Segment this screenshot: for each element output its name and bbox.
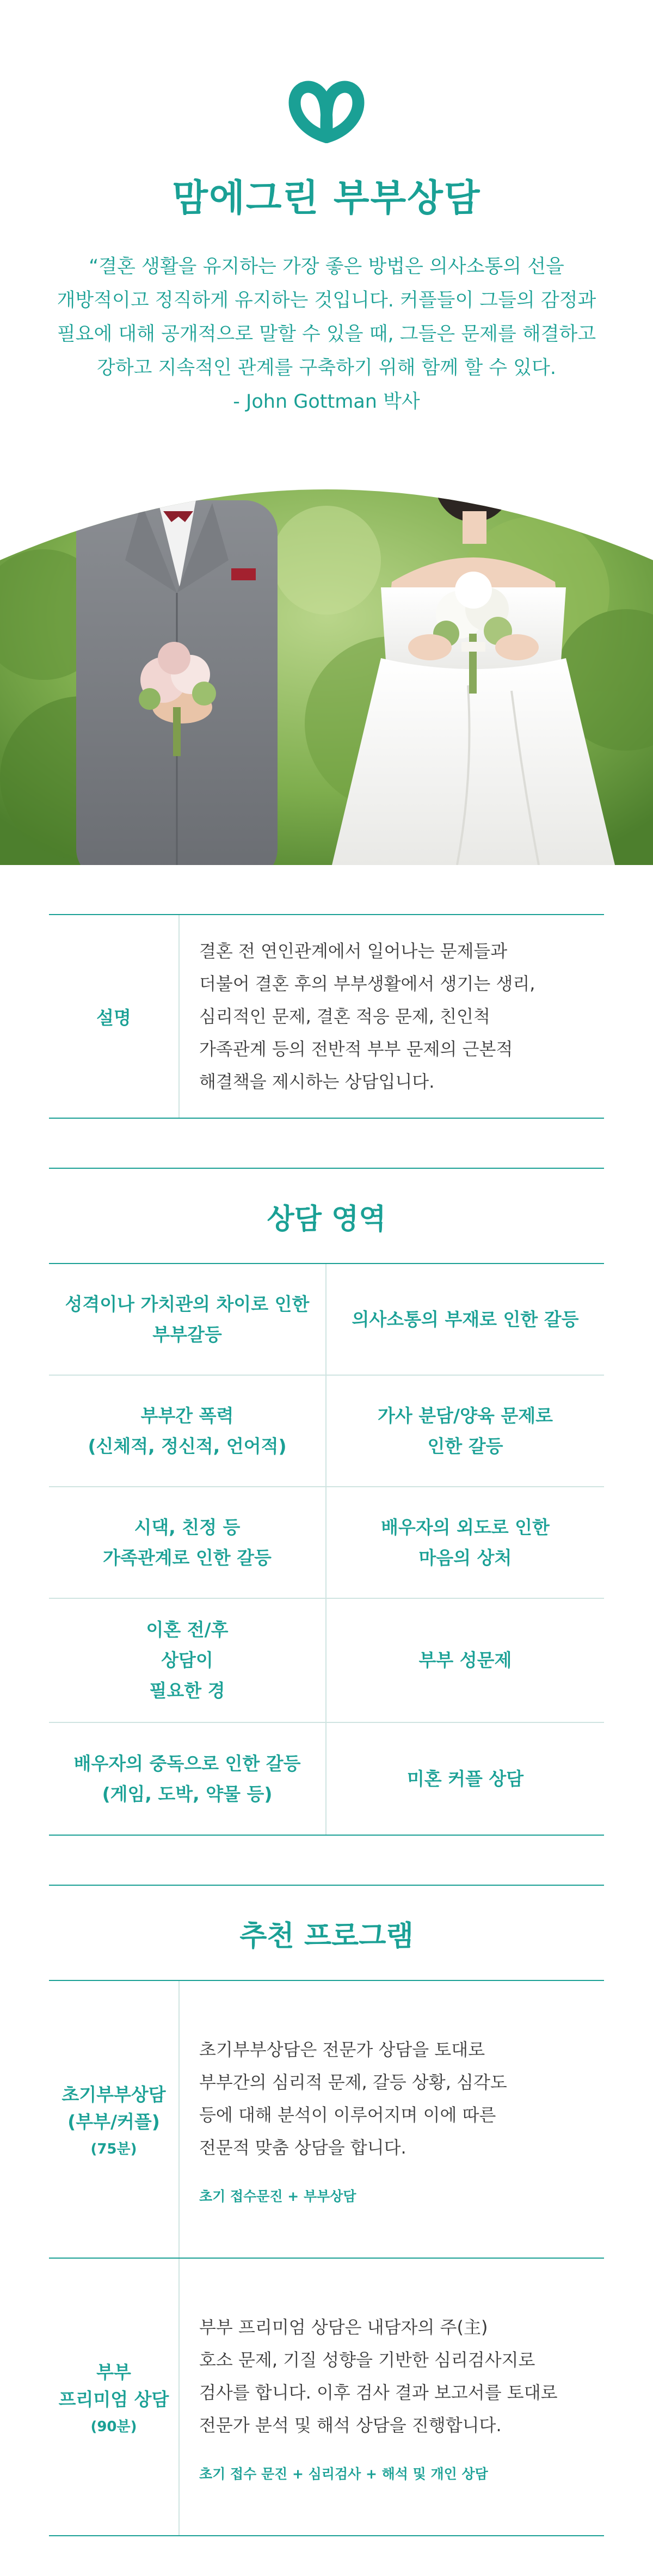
area-cell [326,1599,604,1723]
program-body [180,1981,604,2258]
program-name: 프리미엄 상담 [58,2388,169,2410]
program-description [199,2311,604,2442]
program-text-line: 초기부부상담은 전문가 상담을 토대로 [199,2039,485,2060]
program-text-line: 등에 대해 분석이 이루어지며 이에 따른 [199,2105,496,2125]
area-line: 마음의 상처 [418,1547,512,1568]
bottom-spacer [0,2536,653,2569]
area-cell [49,1264,326,1376]
description-label: 설명 [49,915,180,1118]
counseling-areas-title: 상담 영역 [49,1169,604,1264]
program-name: (부부/커플) [67,2111,160,2132]
description-table [49,914,604,1119]
quote-line: “결혼 생활을 유지하는 가장 좋은 방법은 의사소통의 선을 [89,256,564,278]
program-duration: (90분) [90,2418,137,2435]
description-line: 더불어 결혼 후의 부부생활에서 생기는 생리, [199,973,535,994]
area-line: 배우자의 중독으로 인한 갈등 [73,1752,301,1774]
area-line: 성격이나 가치관의 차이로 인한 [65,1293,310,1315]
wedding-couple-photo [0,451,653,865]
program-duration: (75분) [90,2140,137,2157]
program-text-line: 부부 프리미엄 상담은 내담자의 주(主) [199,2317,488,2338]
program-text-line: 호소 문제, 기질 성향을 기반한 심리검사지로 [199,2350,535,2370]
program-body [180,2259,604,2535]
area-line: 이혼 전/후 [146,1619,229,1640]
area-line: 부부간 폭력 [140,1404,234,1426]
quote-line: 개방적이고 정직하게 유지하는 것입니다. 커플들이 그들의 감정과 [57,290,596,311]
gottman-quote [49,250,604,419]
area-cell [326,1376,604,1487]
area-line: 부부갈등 [152,1323,222,1345]
programs-section [49,1885,604,2536]
area-cell [49,1487,326,1599]
area-cell [49,1599,326,1723]
counseling-areas-grid [49,1264,604,1836]
description-line: 가족관계 등의 전반적 부부 문제의 근본적 [199,1039,513,1059]
area-line: 가사 분담/양육 문제로 [378,1404,553,1426]
description-line: 해결책을 제시하는 상담입니다. [199,1071,435,1092]
program-row [49,2259,604,2536]
area-cell [49,1723,326,1835]
area-cell [326,1723,604,1835]
area-line: 의사소통의 부재로 인한 갈등 [352,1308,579,1330]
quote-line: 필요에 대해 공개적으로 말할 수 있을 때, 그들은 문제를 해결하고 [57,323,596,345]
area-cell [49,1376,326,1487]
description-line: 결혼 전 연인관계에서 일어나는 문제들과 [199,941,508,961]
program-name: 부부 [96,2361,131,2383]
program-name: 초기부부상담 [61,2083,166,2105]
counseling-areas-section [49,1168,604,1836]
program-row [49,1981,604,2259]
area-cell [326,1487,604,1599]
area-cell [326,1264,604,1376]
area-line: 인한 갈등 [427,1435,503,1457]
area-line: (게임, 도박, 약물 등) [102,1783,273,1805]
area-line: 필요한 경 [149,1680,225,1701]
page-title: 맘에그린 부부상담 [172,177,481,220]
program-description [199,2033,604,2164]
program-label [49,2259,180,2535]
hero-header [0,0,653,419]
program-note: 초기 접수 문진 + 심리검사 + 해석 및 개인 상담 [199,2466,488,2482]
program-label [49,1981,180,2258]
description-line: 심리적인 문제, 결혼 적응 문제, 친인척 [199,1006,490,1027]
area-line: 시댁, 친정 등 [134,1516,241,1538]
area-line: 배우자의 외도로 인한 [381,1516,550,1538]
area-line: 상담이 [161,1649,213,1671]
wedding-couple-image [0,451,653,865]
program-text-line: 검사를 합니다. 이후 검사 결과 보고서를 토대로 [199,2382,558,2403]
program-text-line: 전문적 맞춤 상담을 합니다. [199,2137,406,2158]
quote-line: 강하고 지속적인 관계를 구축하기 위해 함께 할 수 있다. [97,357,556,379]
area-line: (신체적, 정신적, 언어적) [88,1435,287,1457]
area-line: 가족관계로 인한 갈등 [103,1547,272,1568]
program-note: 초기 접수문진 + 부부상담 [199,2188,356,2204]
programs-title: 추천 프로그램 [49,1886,604,1981]
area-line: 부부 성문제 [418,1649,512,1671]
program-text-line: 부부간의 심리적 문제, 갈등 상황, 심각도 [199,2072,507,2093]
description-text [180,915,604,1118]
quote-author: - John Gottman 박사 [233,391,420,413]
area-line: 미혼 커플 상담 [406,1768,524,1789]
heart-leaf-logo-icon [283,76,370,147]
program-text-line: 전문가 분석 및 해석 상담을 진행합니다. [199,2415,502,2436]
